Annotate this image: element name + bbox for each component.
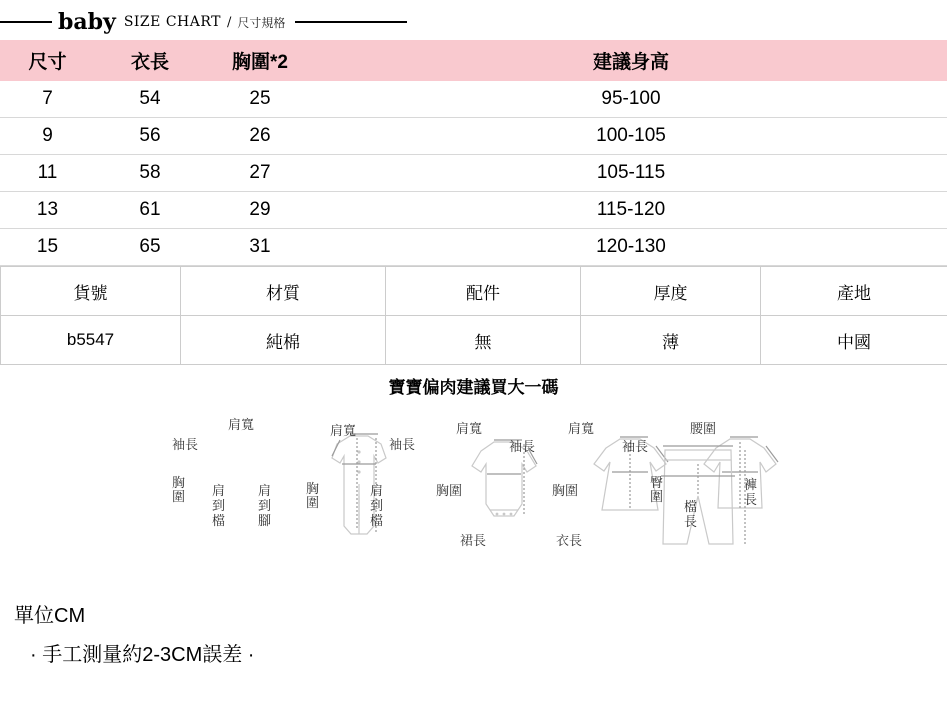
label-hip: 臀圍 xyxy=(650,475,664,505)
cell-chest: 25 xyxy=(205,81,315,118)
header-rule-right xyxy=(295,21,407,23)
label-shoulder-to-crotch: 肩到檔 xyxy=(212,483,226,528)
cell-height: 100-105 xyxy=(315,118,947,155)
table-header-row xyxy=(0,40,947,81)
label-shoulder-width: 肩寬 xyxy=(330,423,357,438)
info-value-thickness: 薄 xyxy=(581,316,761,365)
brand-subtitle: SIZE CHART xyxy=(123,14,221,30)
cell-chest: 31 xyxy=(205,229,315,266)
tolerance-note: · 手工測量約2-3CM誤差 · xyxy=(30,644,255,666)
info-value-row xyxy=(1,316,947,365)
unit-note: 單位CM xyxy=(14,605,86,627)
label-shoulder-width: 肩寬 xyxy=(568,421,595,436)
cell-size: 15 xyxy=(0,229,95,266)
cell-size: 11 xyxy=(0,155,95,192)
label-chest-circumference: 胸圍 xyxy=(172,475,186,505)
label-cloth-length: 衣長 xyxy=(556,533,583,548)
column-header-size: 尺寸 xyxy=(0,40,95,81)
cell-length: 58 xyxy=(95,155,205,192)
info-header-origin: 產地 xyxy=(761,267,947,316)
info-value-accessories: 無 xyxy=(386,316,581,365)
label-chest-circumference: 胸圍 xyxy=(306,481,320,511)
info-header-item-number: 貨號 xyxy=(1,267,181,316)
brand-subtitle-cn: 尺寸規格 xyxy=(237,15,286,30)
size-chart-table xyxy=(0,40,947,266)
label-shoulder-width: 肩寬 xyxy=(456,421,483,436)
label-waist: 腰圍 xyxy=(690,421,717,436)
label-sleeve-length: 袖長 xyxy=(172,437,199,452)
info-header-material: 材質 xyxy=(181,267,386,316)
info-value-item-number: b5547 xyxy=(1,316,181,365)
footer-notes xyxy=(0,599,947,667)
table-row xyxy=(0,81,947,118)
info-value-material: 純棉 xyxy=(181,316,386,365)
cell-height: 115-120 xyxy=(315,192,947,229)
info-header-accessories: 配件 xyxy=(386,267,581,316)
label-sleeve-length: 袖長 xyxy=(622,439,649,454)
label-sleeve-length: 袖長 xyxy=(389,437,416,452)
label-pants-length: 褲長 xyxy=(744,477,758,507)
measurement-diagram xyxy=(0,406,947,591)
brand-separator: / xyxy=(227,14,232,30)
cell-size: 13 xyxy=(0,192,95,229)
cell-height: 120-130 xyxy=(315,229,947,266)
cell-height: 95-100 xyxy=(315,81,947,118)
cell-size: 7 xyxy=(0,81,95,118)
cell-height: 105-115 xyxy=(315,155,947,192)
label-skirt-length: 裙長 xyxy=(460,533,487,548)
table-row xyxy=(0,155,947,192)
label-chest-circumference: 胸圍 xyxy=(552,483,579,498)
label-crotch-length: 檔長 xyxy=(684,499,698,529)
product-info-table xyxy=(0,266,947,365)
label-shoulder-width: 肩寬 xyxy=(228,417,255,432)
table-row xyxy=(0,192,947,229)
cell-length: 54 xyxy=(95,81,205,118)
brand-title: baby xyxy=(58,9,116,35)
sizing-note: 寶寶偏肉建議買大一碼 xyxy=(388,378,559,397)
table-row xyxy=(0,118,947,155)
cell-length: 61 xyxy=(95,192,205,229)
label-sleeve-length: 袖長 xyxy=(509,439,536,454)
cell-chest: 27 xyxy=(205,155,315,192)
cell-chest: 29 xyxy=(205,192,315,229)
info-header-row xyxy=(1,267,947,316)
table-row xyxy=(0,229,947,266)
cell-length: 65 xyxy=(95,229,205,266)
info-value-origin: 中國 xyxy=(761,316,947,365)
page-header xyxy=(0,0,947,40)
column-header-height: 建議身高 xyxy=(315,40,947,81)
label-shoulder-to-foot: 肩到腳 xyxy=(258,483,272,528)
column-header-length: 衣長 xyxy=(95,40,205,81)
column-header-chest: 胸圍*2 xyxy=(205,40,315,81)
info-header-thickness: 厚度 xyxy=(581,267,761,316)
label-shoulder-to-crotch: 肩到檔 xyxy=(370,483,384,528)
cell-chest: 26 xyxy=(205,118,315,155)
cell-length: 56 xyxy=(95,118,205,155)
header-rule-left xyxy=(0,21,52,23)
label-chest-circumference: 胸圍 xyxy=(436,483,463,498)
cell-size: 9 xyxy=(0,118,95,155)
